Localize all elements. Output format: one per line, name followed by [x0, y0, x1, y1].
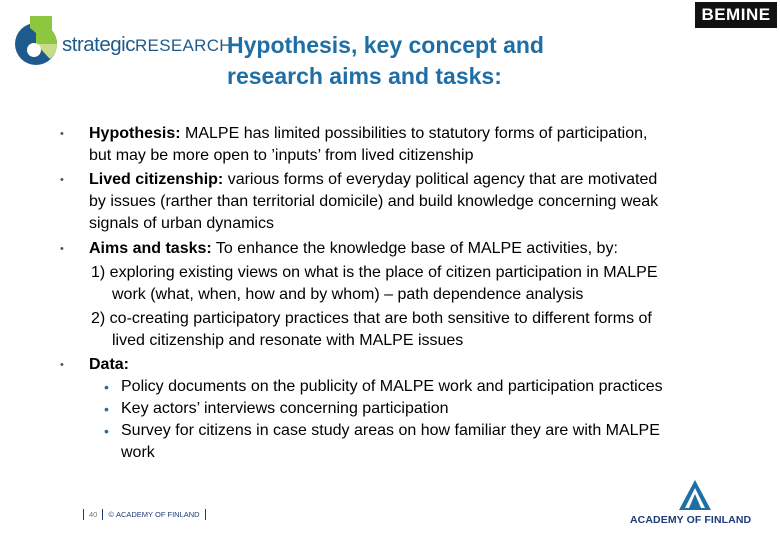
bullet-dot: • — [60, 243, 64, 255]
bullet-aims — [60, 238, 750, 260]
aim-text: 2) co-creating participatory practices that are both sensitive to different forms of — [91, 310, 652, 327]
bullet-text: MALPE has limited possibilities to statutory forms of participation, — [180, 125, 648, 142]
bullet-label: Hypothesis: — [89, 125, 181, 142]
logo-wordmark — [62, 33, 232, 57]
copyright-icon: © — [108, 510, 116, 519]
slide-body — [60, 123, 750, 464]
bemine-logo: BEMINE — [695, 2, 777, 28]
academy-triangle-icon — [677, 478, 713, 512]
sub-bullet-dot: • — [104, 423, 109, 439]
title-line-2: research aims and tasks: — [227, 63, 502, 89]
data-item-text: Survey for citizens in case study areas on how familiar they are with MALPE — [121, 422, 660, 439]
logo-research: RESEARCH — [134, 36, 232, 55]
bullet-dot: • — [60, 359, 64, 371]
footer-divider — [205, 509, 206, 520]
bullet-lived-citizenship — [60, 169, 750, 235]
strategic-research-emblem-icon — [12, 12, 62, 68]
bullet-text: by issues (rarther than territorial domicile) and build knowledge concerning weak — [89, 193, 659, 210]
data-item-text: work — [121, 444, 155, 461]
aim-text: work (what, when, how and by whom) – path dependence analysis — [112, 286, 584, 303]
data-item — [60, 398, 750, 420]
bullet-dot: • — [60, 128, 64, 140]
title-line-1: Hypothesis, key concept and — [227, 32, 544, 58]
bullet-label: Lived citizenship: — [89, 171, 224, 188]
bullet-hypothesis — [60, 123, 750, 167]
aim-text: lived citizenship and resonate with MALPE issues — [112, 332, 464, 349]
data-item-text: Key actors’ interviews concerning participation — [121, 400, 449, 417]
sub-bullet-dot: • — [104, 379, 109, 395]
bullet-text: signals of urban dynamics — [89, 215, 274, 232]
slide-title — [227, 30, 627, 92]
logo-strategic: strategic — [62, 33, 135, 56]
bullet-text: but may be more open to ’inputs’ from lived citizenship — [89, 147, 474, 164]
bullet-text: To enhance the knowledge base of MALPE activities, by: — [211, 240, 618, 257]
footer — [78, 509, 211, 520]
page-number: 40 — [89, 510, 98, 519]
aim-item — [60, 308, 750, 352]
aim-item — [60, 262, 750, 306]
data-item-text: Policy documents on the publicity of MALPE work and participation practices — [121, 378, 663, 395]
sub-bullet-dot: • — [104, 401, 109, 417]
aim-text: 1) exploring existing views on what is the place of citizen participation in MALPE — [91, 264, 658, 281]
bullet-label: Data: — [89, 356, 130, 373]
strategic-research-logo — [12, 12, 232, 68]
data-item — [60, 420, 750, 464]
bullet-label: Aims and tasks: — [89, 240, 212, 257]
footer-org: ACADEMY OF FINLAND — [115, 510, 200, 519]
footer-divider — [102, 509, 103, 520]
bullet-text: various forms of everyday political agency that are motivated — [223, 171, 658, 188]
footer-divider — [83, 509, 84, 520]
data-item — [60, 376, 750, 398]
academy-of-finland-logo — [630, 478, 766, 528]
bullet-data — [60, 354, 750, 376]
academy-logo-text: ACADEMY OF FINLAND — [630, 514, 752, 526]
bullet-dot: • — [60, 174, 64, 186]
